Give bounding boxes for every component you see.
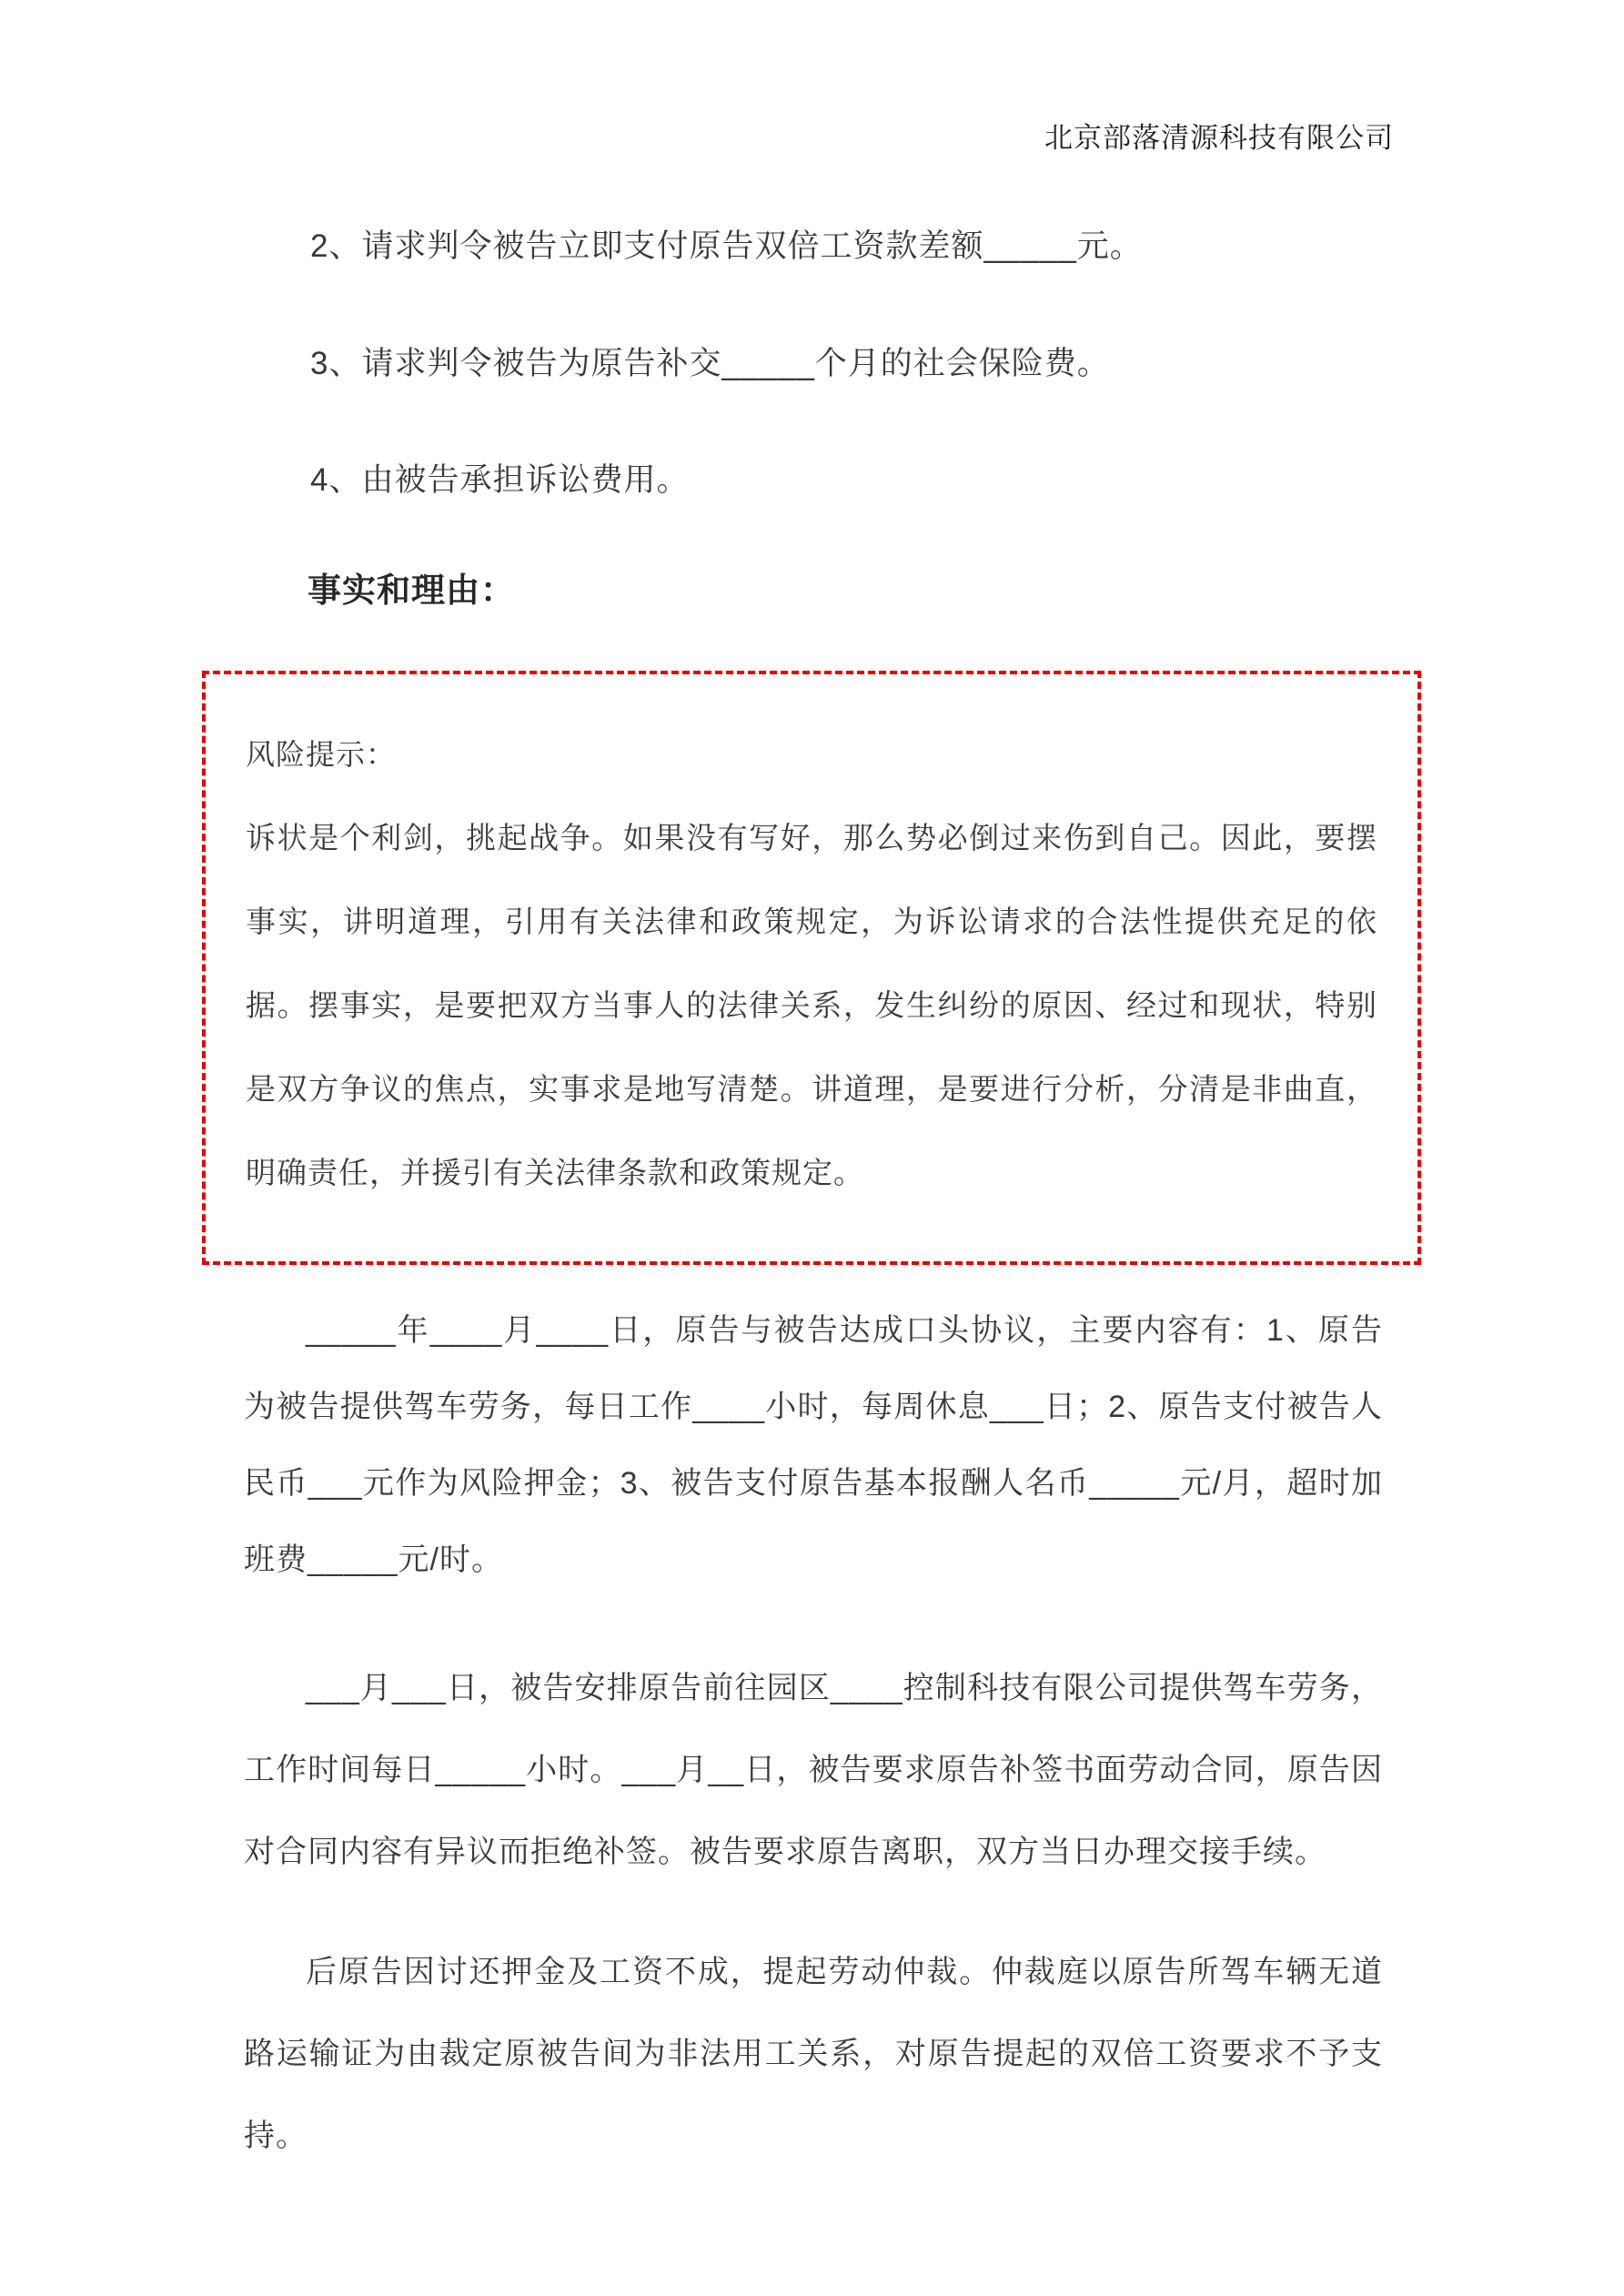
claim-item-3: 3、请求判令被告为原告补交_____个月的社会保险费。 xyxy=(310,346,1110,381)
claim-item-4: 4、由被告承担诉讼费用。 xyxy=(310,462,690,498)
risk-box xyxy=(202,671,1421,1265)
body-paragraph-arbitration: 后原告因讨还押金及工资不成，提起劳动仲裁。仲裁庭以原告所驾车辆无道路运输证为由裁定原被告间为非法用工关系，对原告提起的双倍工资要求不予支持。 xyxy=(244,1955,1383,2153)
body-paragraph-work-arrangement: ___月___日，被告安排原告前往园区____控制科技有限公司提供驾车劳务，工作时间每日_____小时。___月__日，被告要求原告补签书面劳动合同，原告因对合同内容有异议而拒绝补签。被告要求原告离职，双方当日办理交接手续。 xyxy=(244,1671,1383,1869)
claim-item-2: 2、请求判令被告立即支付原告双倍工资款差额_____元。 xyxy=(310,228,1143,264)
facts-and-reasons-heading: 事实和理由： xyxy=(308,571,515,609)
risk-box-body: 诉状是个利剑，挑起战争。如果没有写好，那么势必倒过来伤到自己。因此，要摆事实，讲明道理，引用有关法律和政策规定，为诉讼请求的合法性提供充足的依据。摆事实，是要把双方当事人的法律关系，发生纠纷的原因、经过和现状，特别是双方争议的焦点，实事求是地写清楚。讲道理，是要进行分析，分清是非曲直，明确责任，并援引有关法律条款和政策规定。 xyxy=(246,821,1377,1189)
company-header: 北京部落清源科技有限公司 xyxy=(1044,122,1394,154)
body-paragraph-oral-agreement: _____年____月____日，原告与被告达成口头协议，主要内容有：1、原告为被告提供驾车劳务，每日工作____小时，每周休息___日；2、原告支付被告人民币___元作为风险押金；3、被告支付原告基本报酬人名币_____元/月，超时加班费_____元/时。 xyxy=(244,1313,1383,1577)
risk-box-title: 风险提示： xyxy=(246,738,397,771)
